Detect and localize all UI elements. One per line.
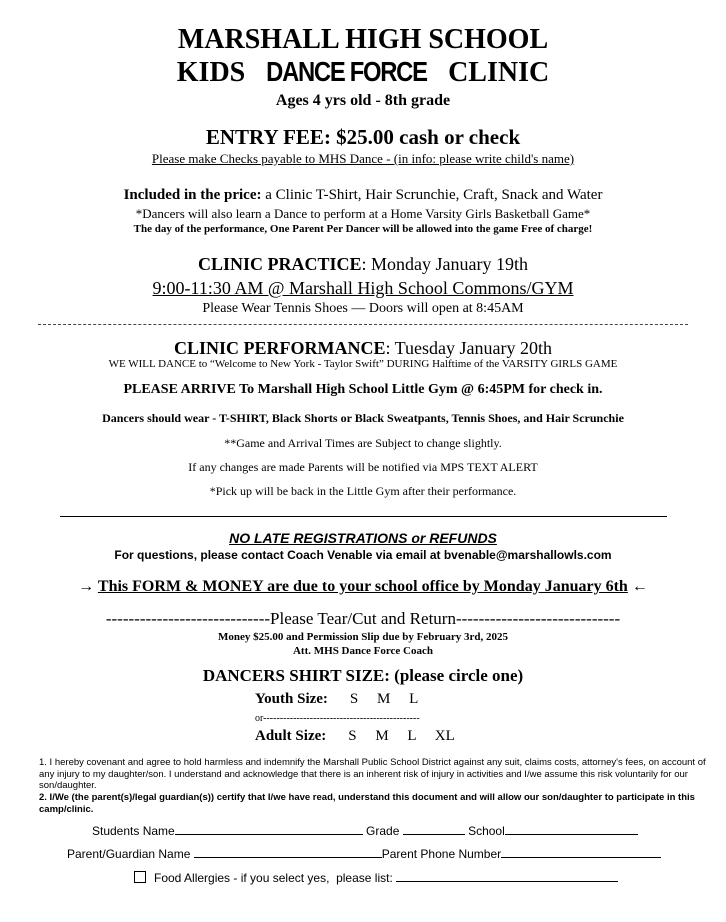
entry-fee: ENTRY FEE: $25.00 cash or check: [205, 125, 521, 149]
song: WE WILL DANCE to “Welcome to New York - Taylor Swift” DURING Halftime of the VARSITY GIRLS GAME: [108, 358, 618, 370]
waiver-clause-1: 1. I hereby covenant and agree to hold harmless and indemnify the Marshall Public School District against any suit, claims costs, attorney's fees, on account of any injury to my daughter/son. I understand and acknowledge that there is an inherent risk of injury in activities and I/we assume this risk voluntarily for our son/daughter.: [39, 757, 706, 791]
performance-date: : Tuesday January 20th: [385, 338, 552, 358]
parent-label: Parent/Guardian Name: [67, 847, 194, 861]
due-text: This FORM & MONEY are due to your school office by Monday January 6th: [97, 578, 628, 595]
school-title: MARSHALL HIGH SCHOOL: [177, 24, 549, 55]
adult-size: [255, 728, 455, 745]
parent-name-field[interactable]: [194, 845, 382, 858]
performance-label: CLINIC PERFORMANCE: [174, 338, 386, 358]
dance-note: *Dancers will also learn a Dance to perform at a Home Varsity Girls Basketball Game*: [135, 206, 591, 221]
due-notice: [0, 578, 726, 596]
youth-size: [255, 691, 418, 708]
practice-time: 9:00-11:30 AM @ Marshall High School Commons/GYM: [152, 278, 574, 298]
note-alert: If any changes are made Parents will be notified via MPS TEXT ALERT: [188, 460, 538, 474]
title-kids: KIDS: [176, 57, 253, 88]
checks-payable: Please make Checks payable to MHS Dance - (in info: please write child's name): [151, 151, 575, 166]
arrive: PLEASE ARRIVE To Marshall High School Little Gym @ 6:45PM for check in.: [123, 382, 603, 397]
school-field[interactable]: [505, 822, 638, 835]
practice-label: CLINIC PRACTICE: [197, 254, 362, 274]
school-label: School: [464, 824, 505, 838]
included-items: a Clinic T-Shirt, Hair Scrunchie, Craft, Snack and Water: [261, 187, 603, 203]
title-brand: DANCE FORCE: [266, 56, 427, 87]
tear-heading: -----------------------------Please Tear/Cut and Return-----------------------------: [105, 609, 621, 628]
note-pickup: *Pick up will be back in the Little Gym after their performance.: [209, 484, 517, 498]
ages: Ages 4 yrs old - 8th grade: [275, 92, 451, 109]
parent-row: [67, 845, 661, 861]
wear: Dancers should wear - T-SHIRT, Black Shorts or Black Sweatpants, Tennis Shoes, and Hair Scrunchie: [102, 411, 624, 425]
practice: [0, 254, 726, 275]
student-label: Students Name: [92, 824, 175, 838]
note-times: **Game and Arrival Times are Subject to change slightly.: [224, 436, 502, 450]
practice-shoes: Please Wear Tennis Shoes — Doors will open at 8:45AM: [202, 301, 524, 316]
attention: Att. MHS Dance Force Coach: [292, 645, 433, 657]
grade-label: Grade: [362, 824, 403, 838]
youth-options[interactable]: S M L: [349, 691, 419, 707]
youth-label: Youth Size:: [255, 691, 328, 707]
divider: [38, 324, 688, 325]
allergies-field[interactable]: [396, 869, 618, 882]
no-late-notice: NO LATE REGISTRATIONS or REFUNDS: [229, 530, 497, 546]
arrow-right-icon: →: [78, 578, 98, 595]
allergies-row: [134, 869, 618, 885]
performance: [0, 338, 726, 359]
adult-options[interactable]: S M L XL: [348, 728, 455, 744]
student-row: [92, 822, 638, 838]
title-clinic: CLINIC: [441, 57, 550, 88]
grade-field[interactable]: [403, 822, 465, 835]
allergies-label: Food Allergies - if you select yes, please list:: [154, 871, 397, 885]
phone-label: Parent Phone Number: [381, 847, 502, 861]
practice-date: : Monday January 19th: [361, 254, 528, 274]
arrow-left-icon: ←: [627, 578, 648, 595]
money-due: Money $25.00 and Permission Slip due by February 3rd, 2025: [218, 631, 508, 643]
waiver-clause-2: 2. I/We (the parent(s)/legal guardian(s)) certify that I/we have read, understand this document and will allow our son/daughter to participate in this camp/clinic.: [39, 792, 695, 815]
student-name-field[interactable]: [175, 822, 363, 835]
included: [0, 187, 726, 204]
parent-note: The day of the performance, One Parent Per Dancer will be allowed into the game Free of charge!: [133, 223, 593, 235]
clinic-title: [0, 56, 726, 89]
questions: For questions, please contact Coach Venable via email at bvenable@marshallowls.com: [114, 548, 612, 562]
or-separator: or-----------------------------------------------: [255, 713, 420, 724]
included-label: Included in the price:: [123, 187, 262, 203]
divider: [60, 516, 667, 517]
allergies-checkbox[interactable]: [134, 871, 146, 883]
phone-field[interactable]: [501, 845, 661, 858]
adult-label: Adult Size:: [255, 728, 327, 744]
shirt-heading: DANCERS SHIRT SIZE: (please circle one): [202, 666, 524, 685]
